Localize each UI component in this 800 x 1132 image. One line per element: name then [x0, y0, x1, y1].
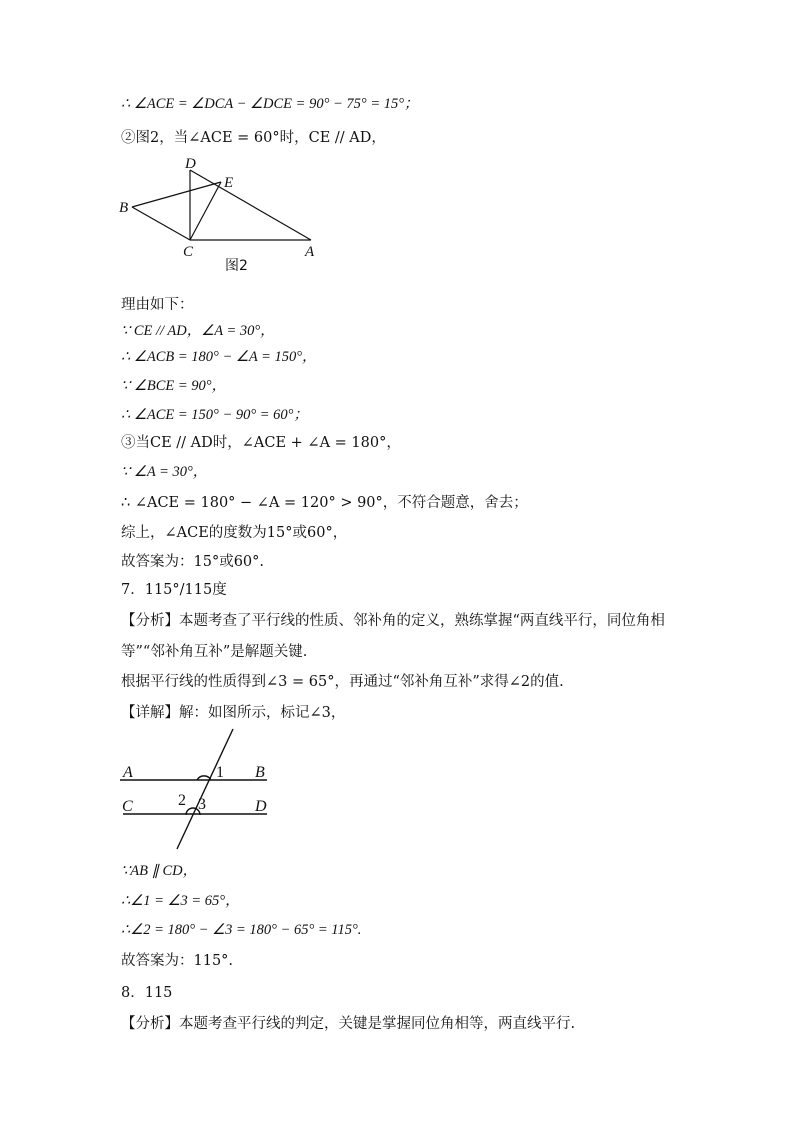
- label-angle-2: 2: [178, 792, 186, 809]
- analysis-line-1: 【分析】本题考查了平行线的性质、邻补角的定义，熟练掌握“两直线平行，同位角相: [121, 613, 665, 629]
- step-line-5: ∴ ∠ACB = 180° − ∠A = 150°，: [121, 349, 317, 365]
- step-line-1: ∴ ∠ACE = ∠DCA − ∠DCE = 90° − 75° = 15°；: [121, 96, 419, 112]
- step-line-10: ∴ ∠ACE = 180° − ∠A = 120° > 90°，不符合题意，舍去；: [121, 495, 528, 511]
- case-2-heading: ②图2，当∠ACE = 60°时，CE // AD，: [121, 130, 386, 146]
- step-line-9: ∵ ∠A = 30°，: [121, 464, 208, 480]
- label-b: B: [119, 200, 129, 216]
- answer-line-7: 故答案为：115°.: [121, 953, 234, 969]
- reason-heading: 理由如下：: [121, 297, 194, 313]
- label-a: A: [305, 244, 315, 260]
- label-d: D: [255, 798, 267, 815]
- step-line-18: ∵AB ∥ CD，: [121, 863, 198, 879]
- label-angle-3: 3: [198, 796, 206, 813]
- figure-2-caption: 图2: [225, 258, 248, 274]
- label-c: C: [183, 244, 194, 260]
- detail-heading: 【详解】解：如图所示，标记∠3，: [121, 705, 346, 721]
- label-a: A: [123, 764, 133, 781]
- segment-bc: [132, 207, 190, 240]
- label-b: B: [255, 764, 265, 781]
- question-8-number: 8．115: [121, 985, 173, 1001]
- step-line-20: ∴∠2 = 180° − ∠3 = 180° − 65° = 115°.: [121, 922, 362, 938]
- step-line-6: ∵ ∠BCE = 90°，: [121, 378, 227, 394]
- step-line-19: ∴∠1 = ∠3 = 65°，: [121, 893, 240, 909]
- case-3-heading: ③当CE // AD时，∠ACE + ∠A = 180°，: [121, 435, 401, 451]
- label-d: D: [185, 156, 196, 172]
- analysis-line-3: 根据平行线的性质得到∠3 = 65°，再通过“邻补角互补”求得∠2的值.: [121, 674, 564, 690]
- analysis-line-q8: 【分析】本题考查平行线的判定，关键是掌握同位角相等，两直线平行.: [121, 1016, 576, 1032]
- label-angle-1: 1: [216, 764, 224, 781]
- transversal-line: [177, 729, 233, 849]
- label-c: C: [122, 798, 133, 815]
- step-line-7: ∴ ∠ACE = 150° − 90° = 60°；: [121, 407, 308, 423]
- answer-line-6: 故答案为：15°或60°.: [121, 554, 265, 570]
- segment-ce: [190, 182, 221, 240]
- figure-2: [115, 152, 325, 274]
- analysis-line-2: 等”“邻补角互补”是解题关键.: [121, 644, 308, 660]
- summary-line: 综上，∠ACE的度数为15°或60°，: [121, 525, 348, 541]
- label-e: E: [224, 175, 234, 191]
- question-7-number: 7．115°/115度: [121, 582, 227, 598]
- step-line-4: ∵ CE // AD，∠A = 30°，: [121, 323, 275, 339]
- segment-be: [132, 182, 221, 207]
- figure-parallel-lines: [115, 725, 275, 853]
